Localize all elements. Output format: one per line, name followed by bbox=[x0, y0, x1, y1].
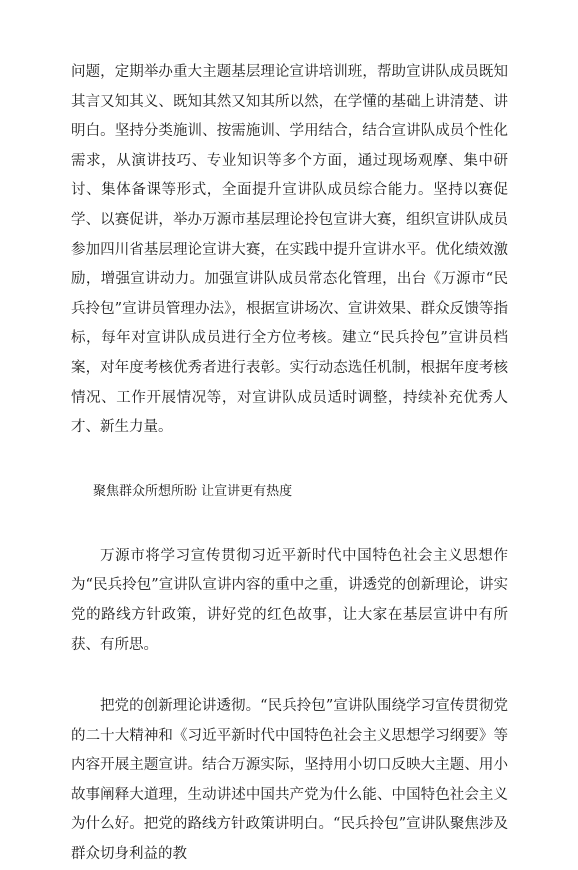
body-paragraph-intro: 万源市将学习宣传贯彻习近平新时代中国特色社会主义思想作为“民兵拎包”宣讲队宣讲内容的重中之重，讲透党的创新理论，讲实党的路线方针政策，讲好党的红色故事，让大家在基层宣讲中有所获、有所思。 bbox=[71, 547, 508, 653]
paragraph-spacer bbox=[71, 505, 508, 542]
paragraph-spacer bbox=[71, 660, 508, 692]
section-heading: 聚焦群众所想所盼 让宣讲更有热度 bbox=[93, 483, 293, 499]
body-paragraph-theory: 把党的创新理论讲透彻。“民兵拎包”宣讲队围绕学习宣传贯彻党的二十大精神和《习近平新时代中国特色社会主义思想学习纲要》等内容开展主题宣讲。结合万源实际，坚持用小切口反映大主题、用小故事阐释大道理，生动讲述中国共产党为什么能、中国特色社会主义为什么好。把党的路线方针政策讲明白。“民兵拎包”宣讲队聚焦涉及群众切身利益的教 bbox=[71, 698, 508, 863]
body-paragraph-training: 问题，定期举办重大主题基层理论宣讲培训班，帮助宣讲队成员既知其言又知其义、既知其然又知其所以然，在学懂的基础上讲清楚、讲明白。坚持分类施训、按需施训、学用结合，结合宣讲队成员个性化需求，从演讲技巧、专业知识等多个方面，通过现场观摩、集中研讨、集体备课等形式，全面提升宣讲队成员综合能力。坚持以赛促学、以赛促讲，举办万源市基层理论拎包宣讲大赛，组织宣讲队成员参加四川省基层理论宣讲大赛，在实践中提升宣讲水平。优化绩效激励，增强宣讲动力。加强宣讲队成员常态化管理，出台《万源市“民兵拎包”宣讲员管理办法》，根据宣讲场次、宣讲效果、群众反馈等指标，每年对宣讲队成员进行全方位考核。建立“民兵拎包”宣讲员档案，对年度考核优秀者进行表彰。实行动态选任机制，根据年度考核情况、工作开展情况等，对宣讲队成员适时调整，持续补充优秀人才、新生力量。 bbox=[71, 64, 508, 436]
paragraph-spacer bbox=[71, 443, 508, 479]
